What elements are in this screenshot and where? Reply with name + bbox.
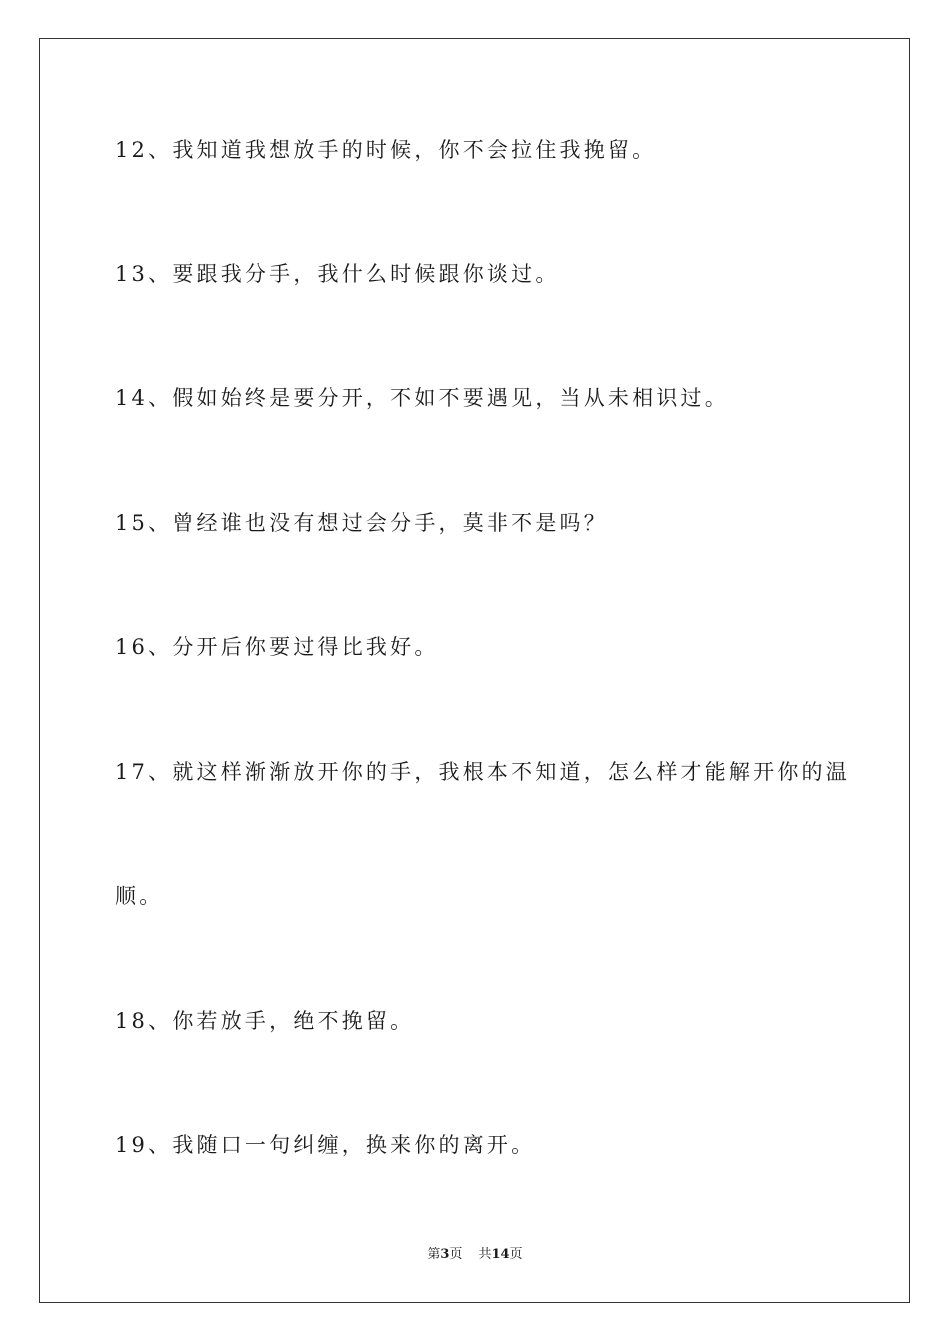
total-pages-prefix: 共	[478, 1247, 492, 1262]
quote-line-18: 18、你若放手，绝不挽留。	[115, 1009, 415, 1033]
quote-line-13: 13、要跟我分手，我什么时候跟你谈过。	[115, 262, 560, 286]
page-border	[39, 38, 910, 1303]
total-pages-number: 14	[491, 1247, 510, 1262]
quote-line-16: 16、分开后你要过得比我好。	[115, 635, 439, 659]
page-footer	[0, 1247, 950, 1263]
quote-line-19: 19、我随口一句纠缠，换来你的离开。	[115, 1133, 536, 1157]
page-number-suffix: 页	[449, 1247, 463, 1262]
quote-line-17-continued: 顺。	[115, 884, 164, 908]
quote-line-12: 12、我知道我想放手的时候，你不会拉住我挽留。	[115, 138, 657, 162]
quote-line-15: 15、曾经谁也没有想过会分手，莫非不是吗？	[115, 511, 608, 535]
page-number-prefix: 第	[427, 1247, 441, 1262]
quote-line-14: 14、假如始终是要分开，不如不要遇见，当从未相识过。	[115, 386, 729, 410]
total-pages-suffix: 页	[509, 1247, 523, 1262]
quote-line-17: 17、就这样渐渐放开你的手，我根本不知道，怎么样才能解开你的温	[115, 760, 850, 784]
current-page-number: 3	[440, 1247, 450, 1262]
